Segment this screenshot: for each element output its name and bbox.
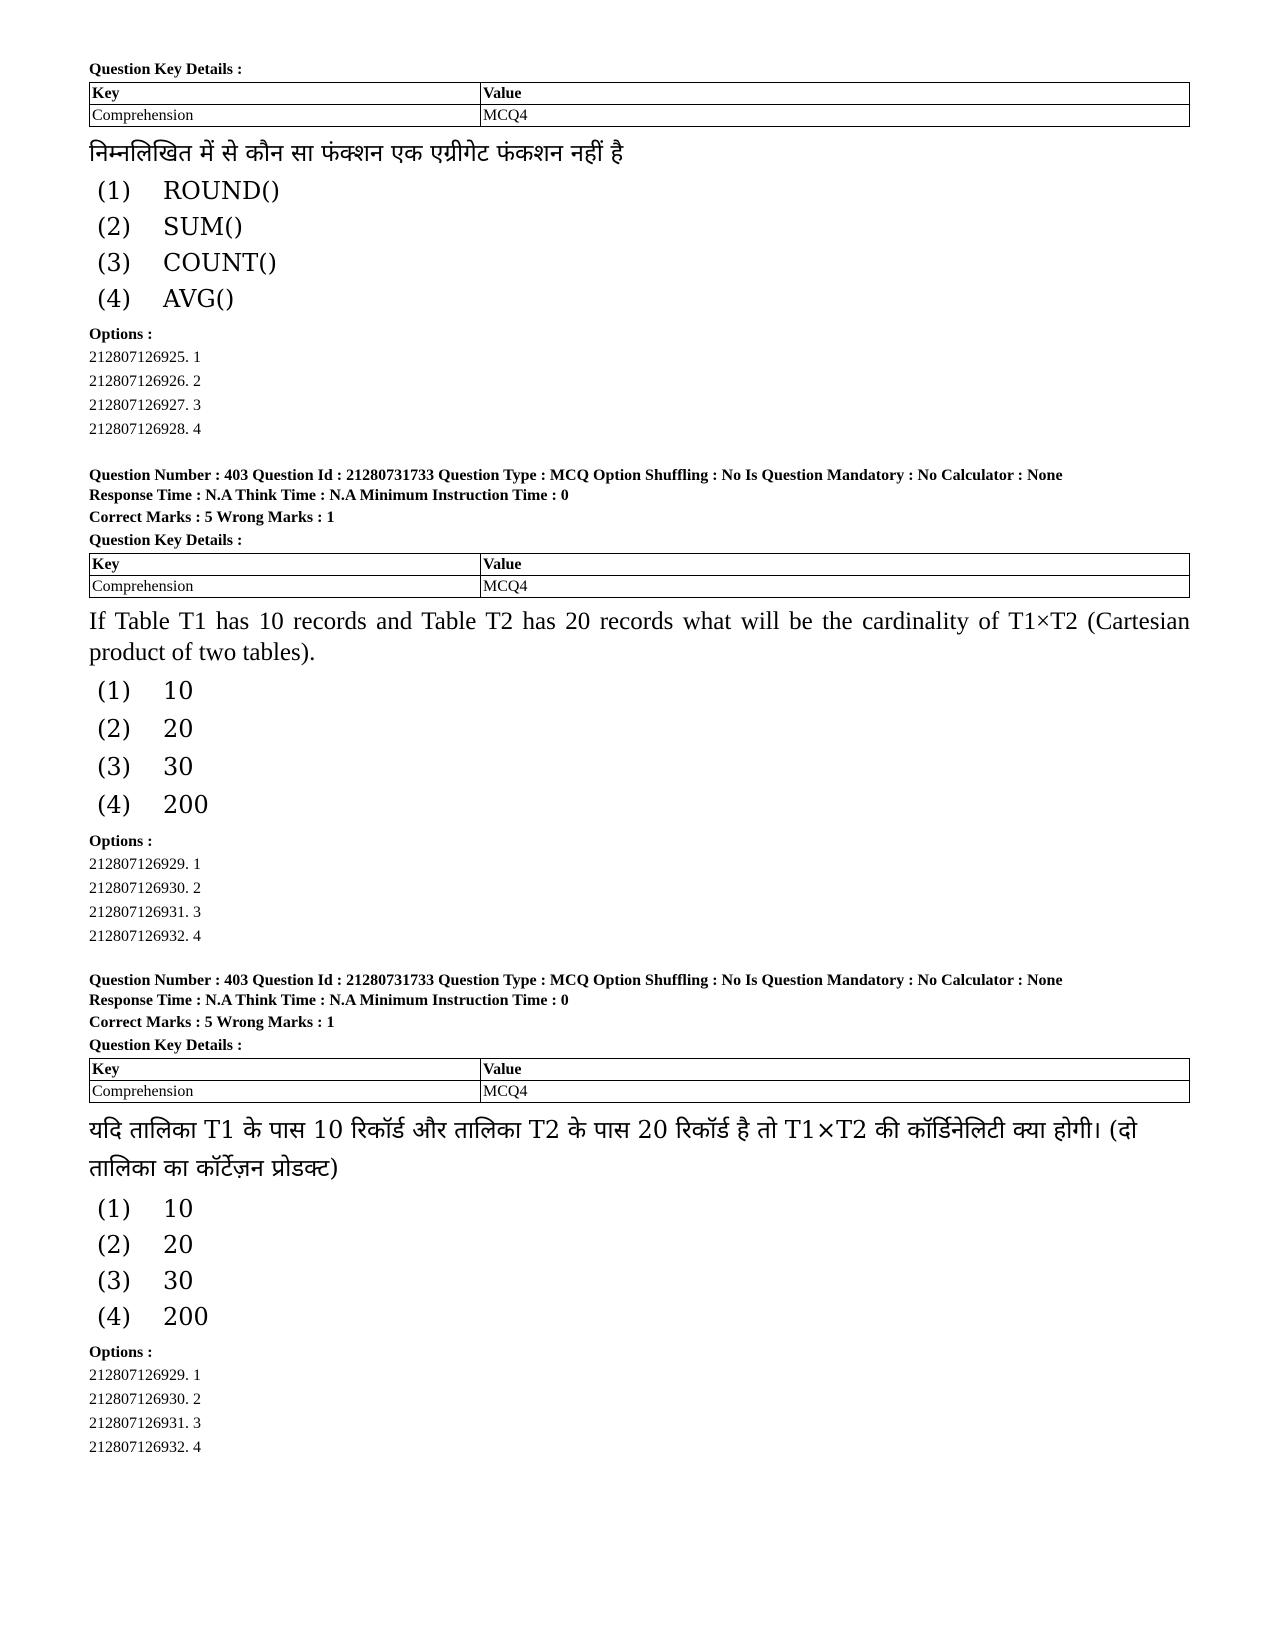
key-details-table <box>89 1058 1190 1103</box>
option-id: 212807126932. 4 <box>89 928 201 945</box>
choice-item: (1) ROUND() <box>97 177 280 205</box>
table-header-value: Value <box>481 554 1190 576</box>
key-details-label: Question Key Details : <box>89 1037 243 1054</box>
choice-item: (1) 10 <box>97 1195 194 1223</box>
table-cell-value: MCQ4 <box>481 105 1190 127</box>
table-cell-value: MCQ4 <box>481 1081 1190 1103</box>
option-id: 212807126932. 4 <box>89 1439 201 1456</box>
table-header-key: Key <box>90 83 481 105</box>
choice-item: (2) 20 <box>97 1231 194 1259</box>
table-cell-key: Comprehension <box>90 1081 481 1103</box>
table-header-value: Value <box>481 1059 1190 1081</box>
table-header-value: Value <box>481 83 1190 105</box>
question-meta: Question Number : 403 Question Id : 21280731733 Question Type : MCQ Option Shuffling : No Is Question Mandatory : No Calculator : None <box>89 972 1063 989</box>
option-id: 212807126929. 1 <box>89 856 201 873</box>
choice-item: (4) 200 <box>97 791 209 819</box>
option-id: 212807126931. 3 <box>89 904 201 921</box>
key-details-label: Question Key Details : <box>89 61 243 78</box>
question-text: यदि तालिका T1 के पास 10 रिकॉर्ड और तालिका T2 के पास 20 रिकॉर्ड है तो T1×T2 की कॉर्डिनेलिटी क्या होगी। (दो तालिका का कॉर्टेज़न प्रोडक्ट) <box>89 1116 1138 1182</box>
option-id: 212807126930. 2 <box>89 1391 201 1408</box>
marks-line: Correct Marks : 5 Wrong Marks : 1 <box>89 509 335 526</box>
question-block-3 <box>89 971 1190 1460</box>
choice-list <box>89 173 1190 317</box>
option-id: 212807126928. 4 <box>89 421 201 438</box>
choice-item: (4) 200 <box>97 1303 209 1331</box>
option-id: 212807126926. 2 <box>89 373 201 390</box>
option-id: 212807126927. 3 <box>89 397 201 414</box>
options-label: Options : <box>89 833 153 850</box>
table-header-key: Key <box>90 1059 481 1081</box>
question-text: निम्नलिखित में से कौन सा फंक्शन एक एग्रीगेट फंकशन नहीं है <box>89 139 624 167</box>
question-text: If Table T1 has 10 records and Table T2 has 20 records what will be the cardinality of T1×T2 (Cartesian product of two tables). <box>89 608 1190 666</box>
table-header-key: Key <box>90 554 481 576</box>
choice-list <box>89 1191 1190 1335</box>
choice-item: (4) AVG() <box>97 285 235 313</box>
choice-item: (1) 10 <box>97 677 194 705</box>
choice-list <box>89 672 1190 824</box>
question-meta: Question Number : 403 Question Id : 21280731733 Question Type : MCQ Option Shuffling : No Is Question Mandatory : No Calculator : None <box>89 467 1063 484</box>
options-label: Options : <box>89 1344 153 1361</box>
table-cell-key: Comprehension <box>90 576 481 598</box>
choice-item: (3) 30 <box>97 1267 194 1295</box>
key-details-label: Question Key Details : <box>89 532 243 549</box>
options-label: Options : <box>89 326 153 343</box>
key-details-table <box>89 82 1190 127</box>
option-id: 212807126930. 2 <box>89 880 201 897</box>
choice-item: (2) SUM() <box>97 213 243 241</box>
marks-line: Correct Marks : 5 Wrong Marks : 1 <box>89 1014 335 1031</box>
question-timing: Response Time : N.A Think Time : N.A Minimum Instruction Time : 0 <box>89 487 569 504</box>
option-id: 212807126931. 3 <box>89 1415 201 1432</box>
option-id: 212807126929. 1 <box>89 1367 201 1384</box>
question-timing: Response Time : N.A Think Time : N.A Minimum Instruction Time : 0 <box>89 992 569 1009</box>
question-block-2 <box>89 466 1190 949</box>
table-cell-value: MCQ4 <box>481 576 1190 598</box>
choice-item: (3) COUNT() <box>97 249 277 277</box>
table-cell-key: Comprehension <box>90 105 481 127</box>
question-block-1 <box>89 58 1190 442</box>
key-details-table <box>89 553 1190 598</box>
option-id: 212807126925. 1 <box>89 349 201 366</box>
choice-item: (3) 30 <box>97 753 194 781</box>
choice-item: (2) 20 <box>97 715 194 743</box>
